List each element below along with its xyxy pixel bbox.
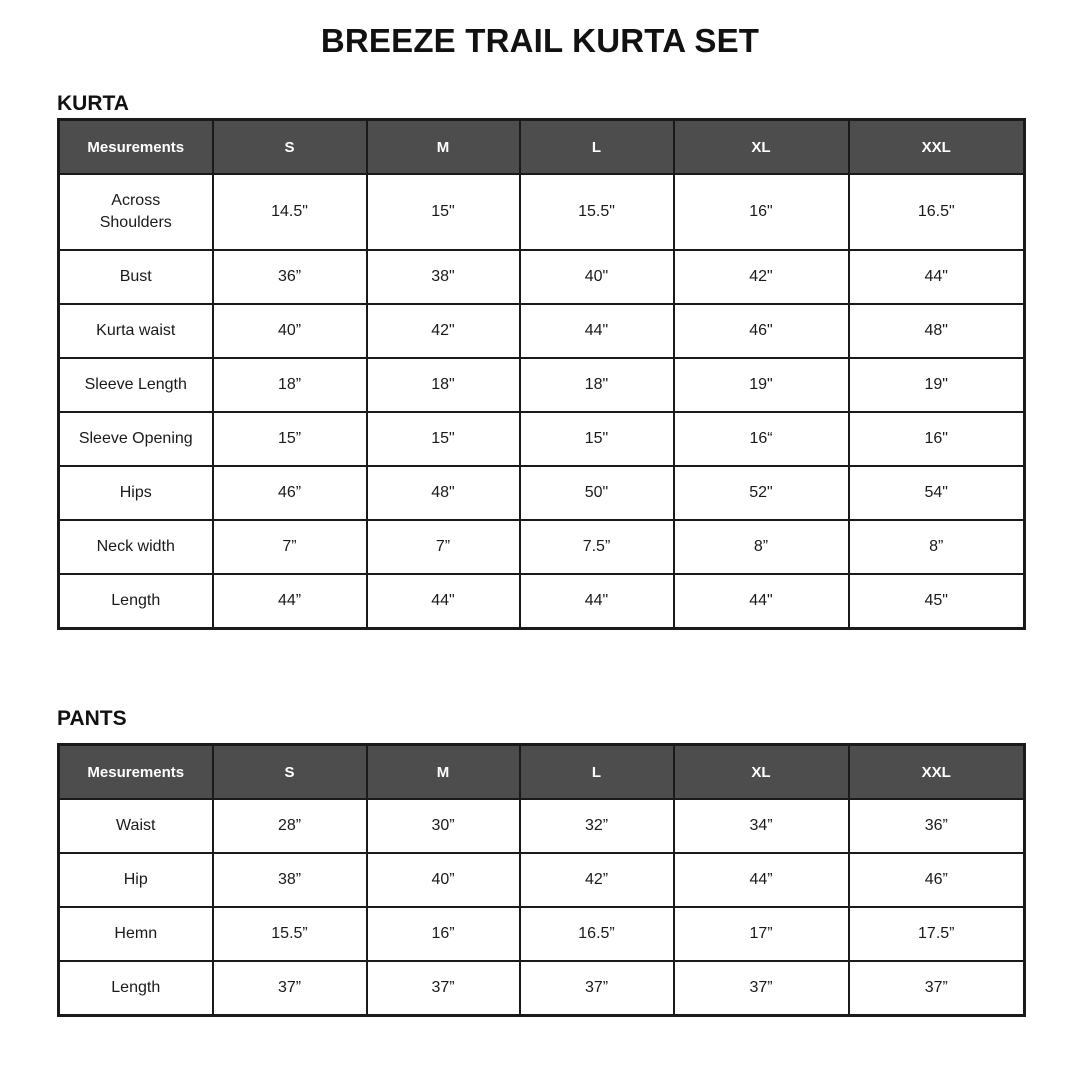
table-cell: 15" xyxy=(367,412,520,466)
table-cell: 16“ xyxy=(674,412,849,466)
table-cell: 42” xyxy=(520,853,674,907)
column-header-xxl: XXL xyxy=(849,120,1025,175)
table-cell: 37” xyxy=(849,961,1025,1016)
table-cell: 36” xyxy=(213,250,367,304)
column-header-measurements: Mesurements xyxy=(59,120,213,175)
table-cell: 44" xyxy=(367,574,520,629)
table-cell: 52" xyxy=(674,466,849,520)
table-cell: 32” xyxy=(520,799,674,853)
table-cell: 44" xyxy=(520,304,674,358)
table-cell: 37” xyxy=(367,961,520,1016)
kurta-heading: KURTA xyxy=(57,92,129,115)
table-row xyxy=(59,799,1025,853)
table-cell: 40" xyxy=(520,250,674,304)
row-label-bust: Bust xyxy=(59,250,213,304)
pants-size-table xyxy=(57,743,1026,1017)
table-cell: 19" xyxy=(849,358,1025,412)
table-cell: 18" xyxy=(520,358,674,412)
table-row xyxy=(59,250,1025,304)
table-cell: 44” xyxy=(213,574,367,629)
row-label-hips: Hips xyxy=(59,466,213,520)
column-header-s: S xyxy=(213,745,367,800)
table-row xyxy=(59,466,1025,520)
table-header-row xyxy=(59,120,1025,175)
table-row xyxy=(59,907,1025,961)
table-cell: 8” xyxy=(849,520,1025,574)
table-cell: 38" xyxy=(367,250,520,304)
row-label-length: Length xyxy=(59,574,213,629)
column-header-xl: XL xyxy=(674,745,849,800)
table-cell: 45" xyxy=(849,574,1025,629)
column-header-s: S xyxy=(213,120,367,175)
table-cell: 16" xyxy=(674,174,849,250)
table-cell: 44" xyxy=(520,574,674,629)
table-cell: 16.5" xyxy=(849,174,1025,250)
table-cell: 16.5” xyxy=(520,907,674,961)
table-cell: 46" xyxy=(674,304,849,358)
table-cell: 17” xyxy=(674,907,849,961)
table-cell: 38” xyxy=(213,853,367,907)
table-cell: 15.5" xyxy=(520,174,674,250)
column-header-measurements: Mesurements xyxy=(59,745,213,800)
row-label-hemn: Hemn xyxy=(59,907,213,961)
kurta-size-table xyxy=(57,118,1026,630)
row-label-across-shoulders xyxy=(59,174,213,250)
pants-heading: PANTS xyxy=(57,707,127,730)
table-cell: 30” xyxy=(367,799,520,853)
column-header-m: M xyxy=(367,120,520,175)
table-header-row xyxy=(59,745,1025,800)
table-cell: 16" xyxy=(849,412,1025,466)
table-row xyxy=(59,520,1025,574)
table-cell: 17.5” xyxy=(849,907,1025,961)
table-cell: 48" xyxy=(849,304,1025,358)
table-cell: 14.5" xyxy=(213,174,367,250)
table-row xyxy=(59,304,1025,358)
row-label-kurta-waist: Kurta waist xyxy=(59,304,213,358)
table-cell: 36” xyxy=(849,799,1025,853)
table-cell: 44" xyxy=(849,250,1025,304)
table-cell: 7.5” xyxy=(520,520,674,574)
table-cell: 40” xyxy=(213,304,367,358)
table-cell: 15” xyxy=(213,412,367,466)
table-cell: 37” xyxy=(520,961,674,1016)
table-cell: 15" xyxy=(520,412,674,466)
column-header-l: L xyxy=(520,120,674,175)
table-cell: 50" xyxy=(520,466,674,520)
column-header-xxl: XXL xyxy=(849,745,1025,800)
row-label-sleeve-opening: Sleeve Opening xyxy=(59,412,213,466)
table-cell: 7” xyxy=(367,520,520,574)
column-header-m: M xyxy=(367,745,520,800)
table-cell: 42" xyxy=(367,304,520,358)
table-cell: 54" xyxy=(849,466,1025,520)
row-label-waist: Waist xyxy=(59,799,213,853)
table-cell: 42" xyxy=(674,250,849,304)
table-cell: 15" xyxy=(367,174,520,250)
table-cell: 7” xyxy=(213,520,367,574)
table-row xyxy=(59,358,1025,412)
table-cell: 37” xyxy=(213,961,367,1016)
row-label-line: Shoulders xyxy=(99,214,172,231)
table-cell: 19" xyxy=(674,358,849,412)
table-cell: 37” xyxy=(674,961,849,1016)
table-cell: 40” xyxy=(367,853,520,907)
table-row xyxy=(59,853,1025,907)
row-label-sleeve-length: Sleeve Length xyxy=(59,358,213,412)
table-cell: 44" xyxy=(674,574,849,629)
table-cell: 48" xyxy=(367,466,520,520)
table-cell: 46” xyxy=(213,466,367,520)
table-cell: 15.5” xyxy=(213,907,367,961)
table-row xyxy=(59,574,1025,629)
column-header-l: L xyxy=(520,745,674,800)
table-row xyxy=(59,961,1025,1016)
table-cell: 46” xyxy=(849,853,1025,907)
table-cell: 34” xyxy=(674,799,849,853)
table-cell: 8” xyxy=(674,520,849,574)
table-cell: 18” xyxy=(213,358,367,412)
table-cell: 18" xyxy=(367,358,520,412)
table-cell: 16” xyxy=(367,907,520,961)
row-label-neck-width: Neck width xyxy=(59,520,213,574)
table-row xyxy=(59,174,1025,250)
row-label-hip: Hip xyxy=(59,853,213,907)
column-header-xl: XL xyxy=(674,120,849,175)
table-cell: 28” xyxy=(213,799,367,853)
row-label-length: Length xyxy=(59,961,213,1016)
table-cell: 44” xyxy=(674,853,849,907)
row-label-line: Across xyxy=(111,192,161,209)
table-row xyxy=(59,412,1025,466)
page-title: BREEZE TRAIL KURTA SET xyxy=(320,22,760,59)
